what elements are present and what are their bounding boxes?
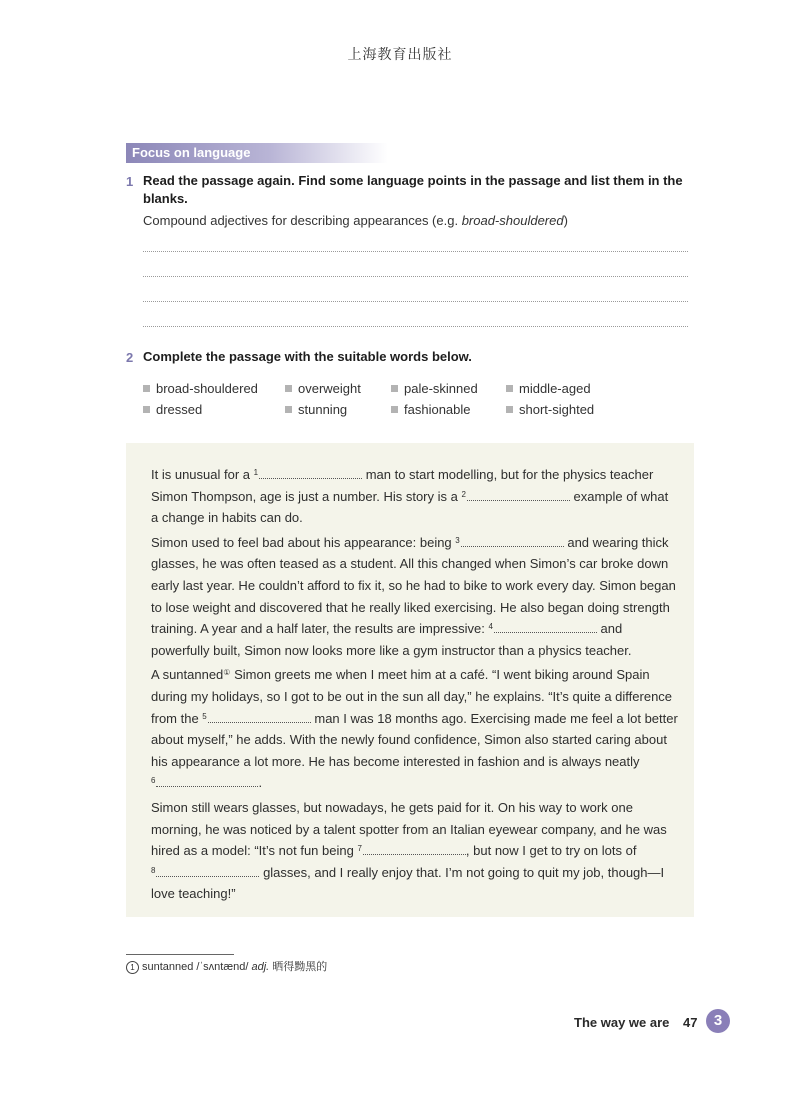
task-1-subtitle [143, 213, 568, 228]
blank-2[interactable] [467, 488, 570, 501]
bullet-square-icon [391, 406, 398, 413]
unit-badge: 3 [706, 1009, 730, 1033]
blank-5[interactable] [208, 710, 311, 723]
blank-number: 2 [461, 489, 466, 499]
word-bank-item: short-sighted [506, 402, 594, 417]
section-title: Focus on language [126, 143, 388, 163]
bullet-square-icon [285, 385, 292, 392]
word-bank-item: middle-aged [506, 381, 591, 396]
task-1-sub-prefix: Compound adjectives for describing appearances (e.g. [143, 213, 462, 228]
passage-paragraph-2: Simon used to feel bad about his appearance: being $^3$ and wearing thick glasses, he was often teased as a student. All this changed when Simon’s car broke down early last year. He couldn’t afford to fix it, so he had to bike to work every day. Simon began to lose weight and discovered that he really liked exercising. He also began doing strength training. A year and a half later, the results are impressive: $^4$ and powerfully built, Simon now looks more like a gym instructor than a physics teacher. [151, 534, 676, 658]
blank-number: 6 [151, 776, 156, 786]
blank-number: 3 [455, 535, 460, 545]
footnote-gloss: 晒得黝黑的 [272, 961, 328, 973]
word-bank-item: broad-shouldered [143, 381, 258, 396]
blank-number: 1 [253, 468, 259, 477]
blank-number: 7 [357, 844, 362, 854]
word-bank-item: dressed [143, 402, 202, 417]
footnote: 1 suntanned /ˈsʌntænd/ adj. 晒得黝黑的 [126, 958, 327, 974]
answer-line-4[interactable] [143, 326, 688, 327]
passage-paragraph-4: Simon still wears glasses, but nowadays, he gets paid for it. On his way to work one morning, he was noticed by a talent spotter from an Italian eyewear company, and he was hired as a model: “It’s not fun being $^7$ , but now I get to try on lots of $^8$ glasses, and I really enjoy that. I’m not going to quit my job, though—I love teaching!” [151, 799, 667, 902]
blank-8[interactable] [156, 864, 259, 877]
footnote-number-icon: 1 [126, 961, 139, 974]
word-bank-item: overweight [285, 381, 361, 396]
footnote-rule [126, 954, 234, 955]
bullet-square-icon [391, 385, 398, 392]
passage-paragraph-3: A suntanned① Simon greets me when I meet him at a café. “I went biking around Spain during my holidays, so I got to be out in the sun all day,” he explains. “It’s quite a difference from the $^5$ man I was 18 months ago. Exercising made me feel a lot better about myself,” he adds. With the newly found confidence, Simon also started caring about his appearance a lot more. He has become interested in fashion and is always neatly $^6$ . [151, 667, 678, 791]
publisher-header: 上海教育出版社 [347, 47, 453, 63]
passage-paragraph-1: It is unusual for a $^1$ man to start modelling, but for the physics teacher Simon Thompson, age is just a number. His story is a $^2$ example of what a change in habits can do. [151, 467, 669, 526]
blank-7[interactable] [363, 842, 466, 855]
answer-line-1[interactable] [143, 251, 688, 252]
word-bank-item: stunning [285, 402, 347, 417]
unit-title: The way we are [574, 1015, 670, 1030]
bullet-square-icon [285, 406, 292, 413]
task-1-instruction-line1: Read the passage again. Find some language points in the passage and list them in the [143, 173, 683, 188]
blank-6[interactable] [156, 774, 258, 787]
bullet-square-icon [506, 385, 513, 392]
blank-4[interactable] [494, 620, 597, 633]
answer-line-2[interactable] [143, 276, 688, 277]
bullet-square-icon [506, 406, 513, 413]
blank-1[interactable] [259, 466, 362, 479]
task-1-number: 1 [126, 174, 134, 189]
word-bank-item: fashionable [391, 402, 471, 417]
task-1-instruction-line2: blanks. [143, 191, 188, 206]
word-bank-item: pale-skinned [391, 381, 478, 396]
cloze-passage [151, 464, 679, 908]
task-1-sub-example: broad-shouldered [461, 213, 564, 228]
blank-number: 8 [151, 865, 156, 875]
page-number: 47 [683, 1015, 698, 1030]
task-1-instruction [143, 172, 703, 208]
task-2-instruction: Complete the passage with the suitable words below. [143, 349, 472, 364]
answer-line-3[interactable] [143, 301, 688, 302]
bullet-square-icon [143, 385, 150, 392]
footnote-marker[interactable]: ① [223, 668, 231, 678]
task-2-number: 2 [126, 350, 134, 365]
blank-number: 5 [202, 711, 207, 721]
blank-3[interactable] [461, 534, 564, 547]
task-1-sub-suffix: ) [563, 213, 568, 228]
bullet-square-icon [143, 406, 150, 413]
blank-number: 4 [488, 622, 493, 632]
